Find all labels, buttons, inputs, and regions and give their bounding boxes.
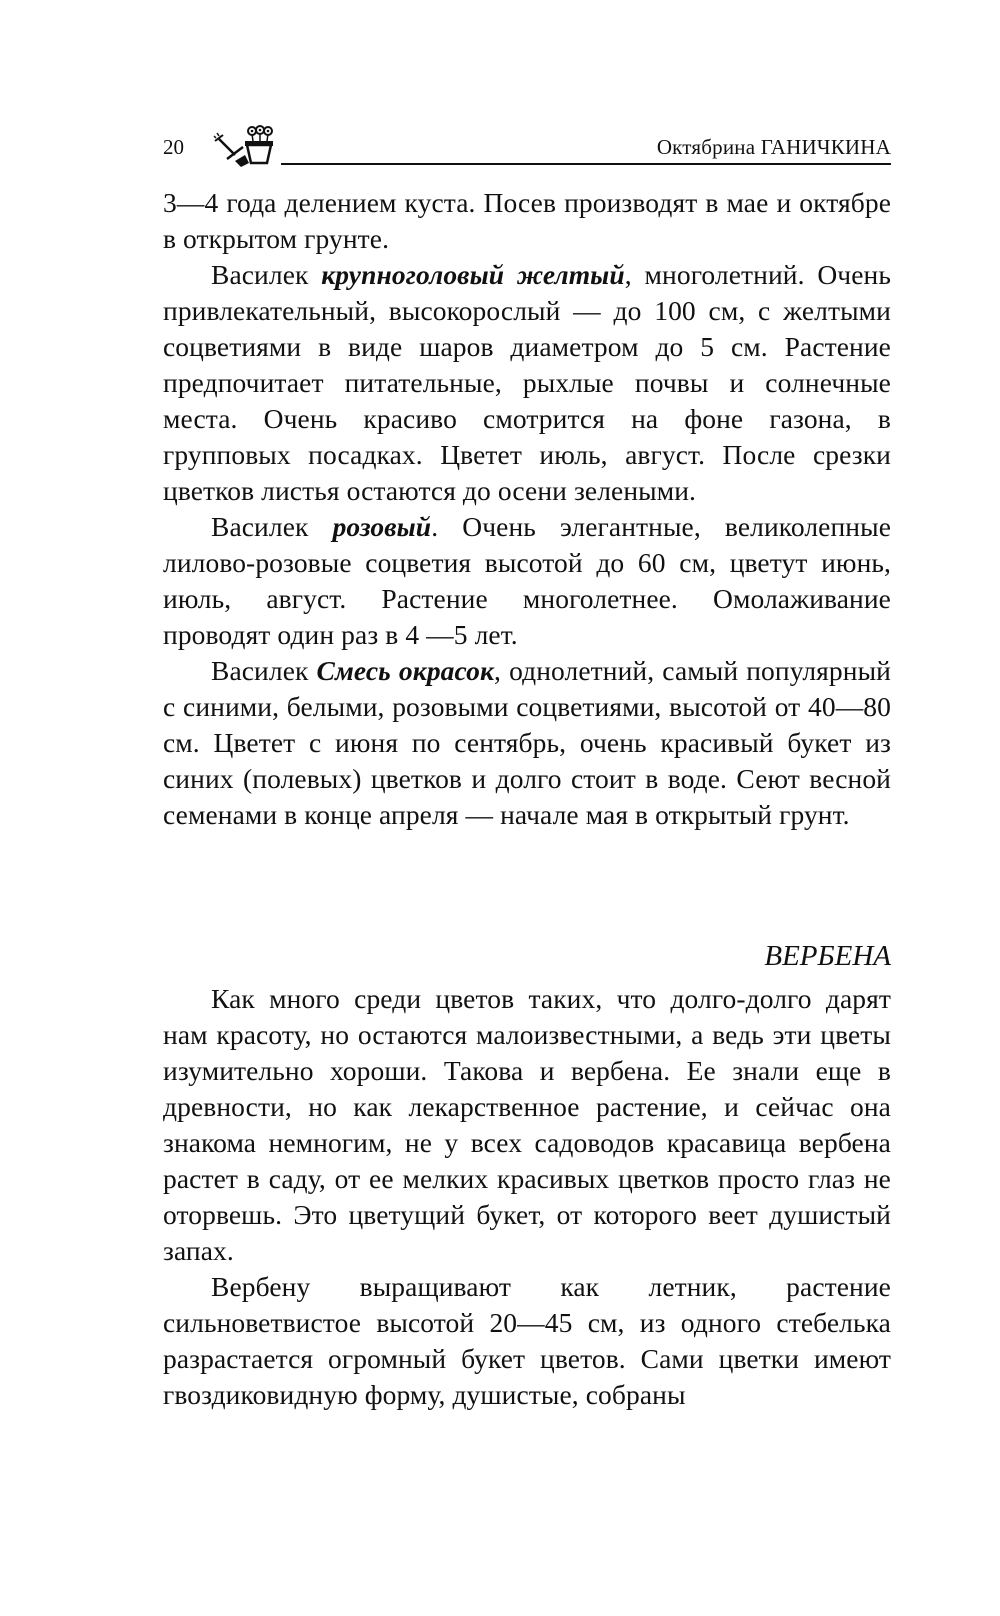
text-run: Василек — [211, 511, 333, 542]
text-run: Василек — [211, 655, 317, 686]
text-run: . Очень элегантные, великолепные лилово-розовые соцветия высотой до 60 см, цветут июнь, июль, август. Растение многолетнее. Омолаживание проводят один раз в 4 —5 лет. — [163, 511, 891, 650]
section-title: ВЕРБЕНА — [764, 940, 891, 972]
page-header — [163, 125, 891, 165]
text-run: , однолетний, самый популярный с синими, белыми, розовыми соцветиями, высотой от 40—80 см. Цветет с июня по сентябрь, очень красивый букет из синих (полевых) цветков и долго стоит в воде. Сеют весной семенами в конце апреля — начале мая в открытый грунт. — [163, 655, 891, 830]
paragraph-vasilek-yellow — [163, 257, 891, 509]
text-block-verbena — [163, 981, 891, 1413]
variety-name: розовый — [332, 511, 432, 542]
text-run: , многолетний. Очень привлекательный, высокорослый — до 100 см, с желтыми соцветиями в виде шаров диаметром до 5 см. Растение предпочитает питательные, рыхлые почвы и солнечные места. Очень красиво смотрится на фоне газона, в групповых посадках. Цветет июль, август. После срезки цветков листья остаются до осени зелеными. — [163, 259, 892, 506]
paragraph-verbena-intro: Как много среди цветов таких, что долго-долго дарят нам красоту, но остаются малоизвестными, а ведь эти цветы изумительно хороши. Такова и вербена. Ее знали еще в древности, но как лекарственное растение, и сейчас она знакома немногим, не у всех садоводов красавица вербена растет в саду, от ее мелких красивых цветков просто глаз не оторвешь. Это цветущий букет, от которого веет душистый запах. — [163, 983, 891, 1266]
paragraph-vasilek-mix — [163, 653, 891, 833]
header-rule — [281, 163, 891, 165]
text-block-vasilek — [163, 185, 891, 833]
paragraph-continuation: 3—4 года делением куста. Посев производят в мае и октябре в открытом грунте. — [163, 187, 891, 254]
flower-pot-garden-tools-icon — [213, 125, 281, 169]
page-number: 20 — [163, 135, 184, 159]
text-run: Василек — [211, 259, 322, 290]
paragraph-vasilek-pink — [163, 509, 891, 653]
paragraph-verbena-growing: Вербену выращивают как летник, растение сильноветвистое высотой 20—45 см, из одного стебелька разрастается огромный букет цветов. Сами цветки имеют гвоздиковидную форму, душистые, собраны — [163, 1271, 891, 1410]
variety-name: Смесь окрасок — [316, 655, 495, 686]
running-head-author: Октябрина ГАНИЧКИНА — [656, 135, 891, 159]
variety-name: крупноголовый желтый — [321, 259, 625, 290]
